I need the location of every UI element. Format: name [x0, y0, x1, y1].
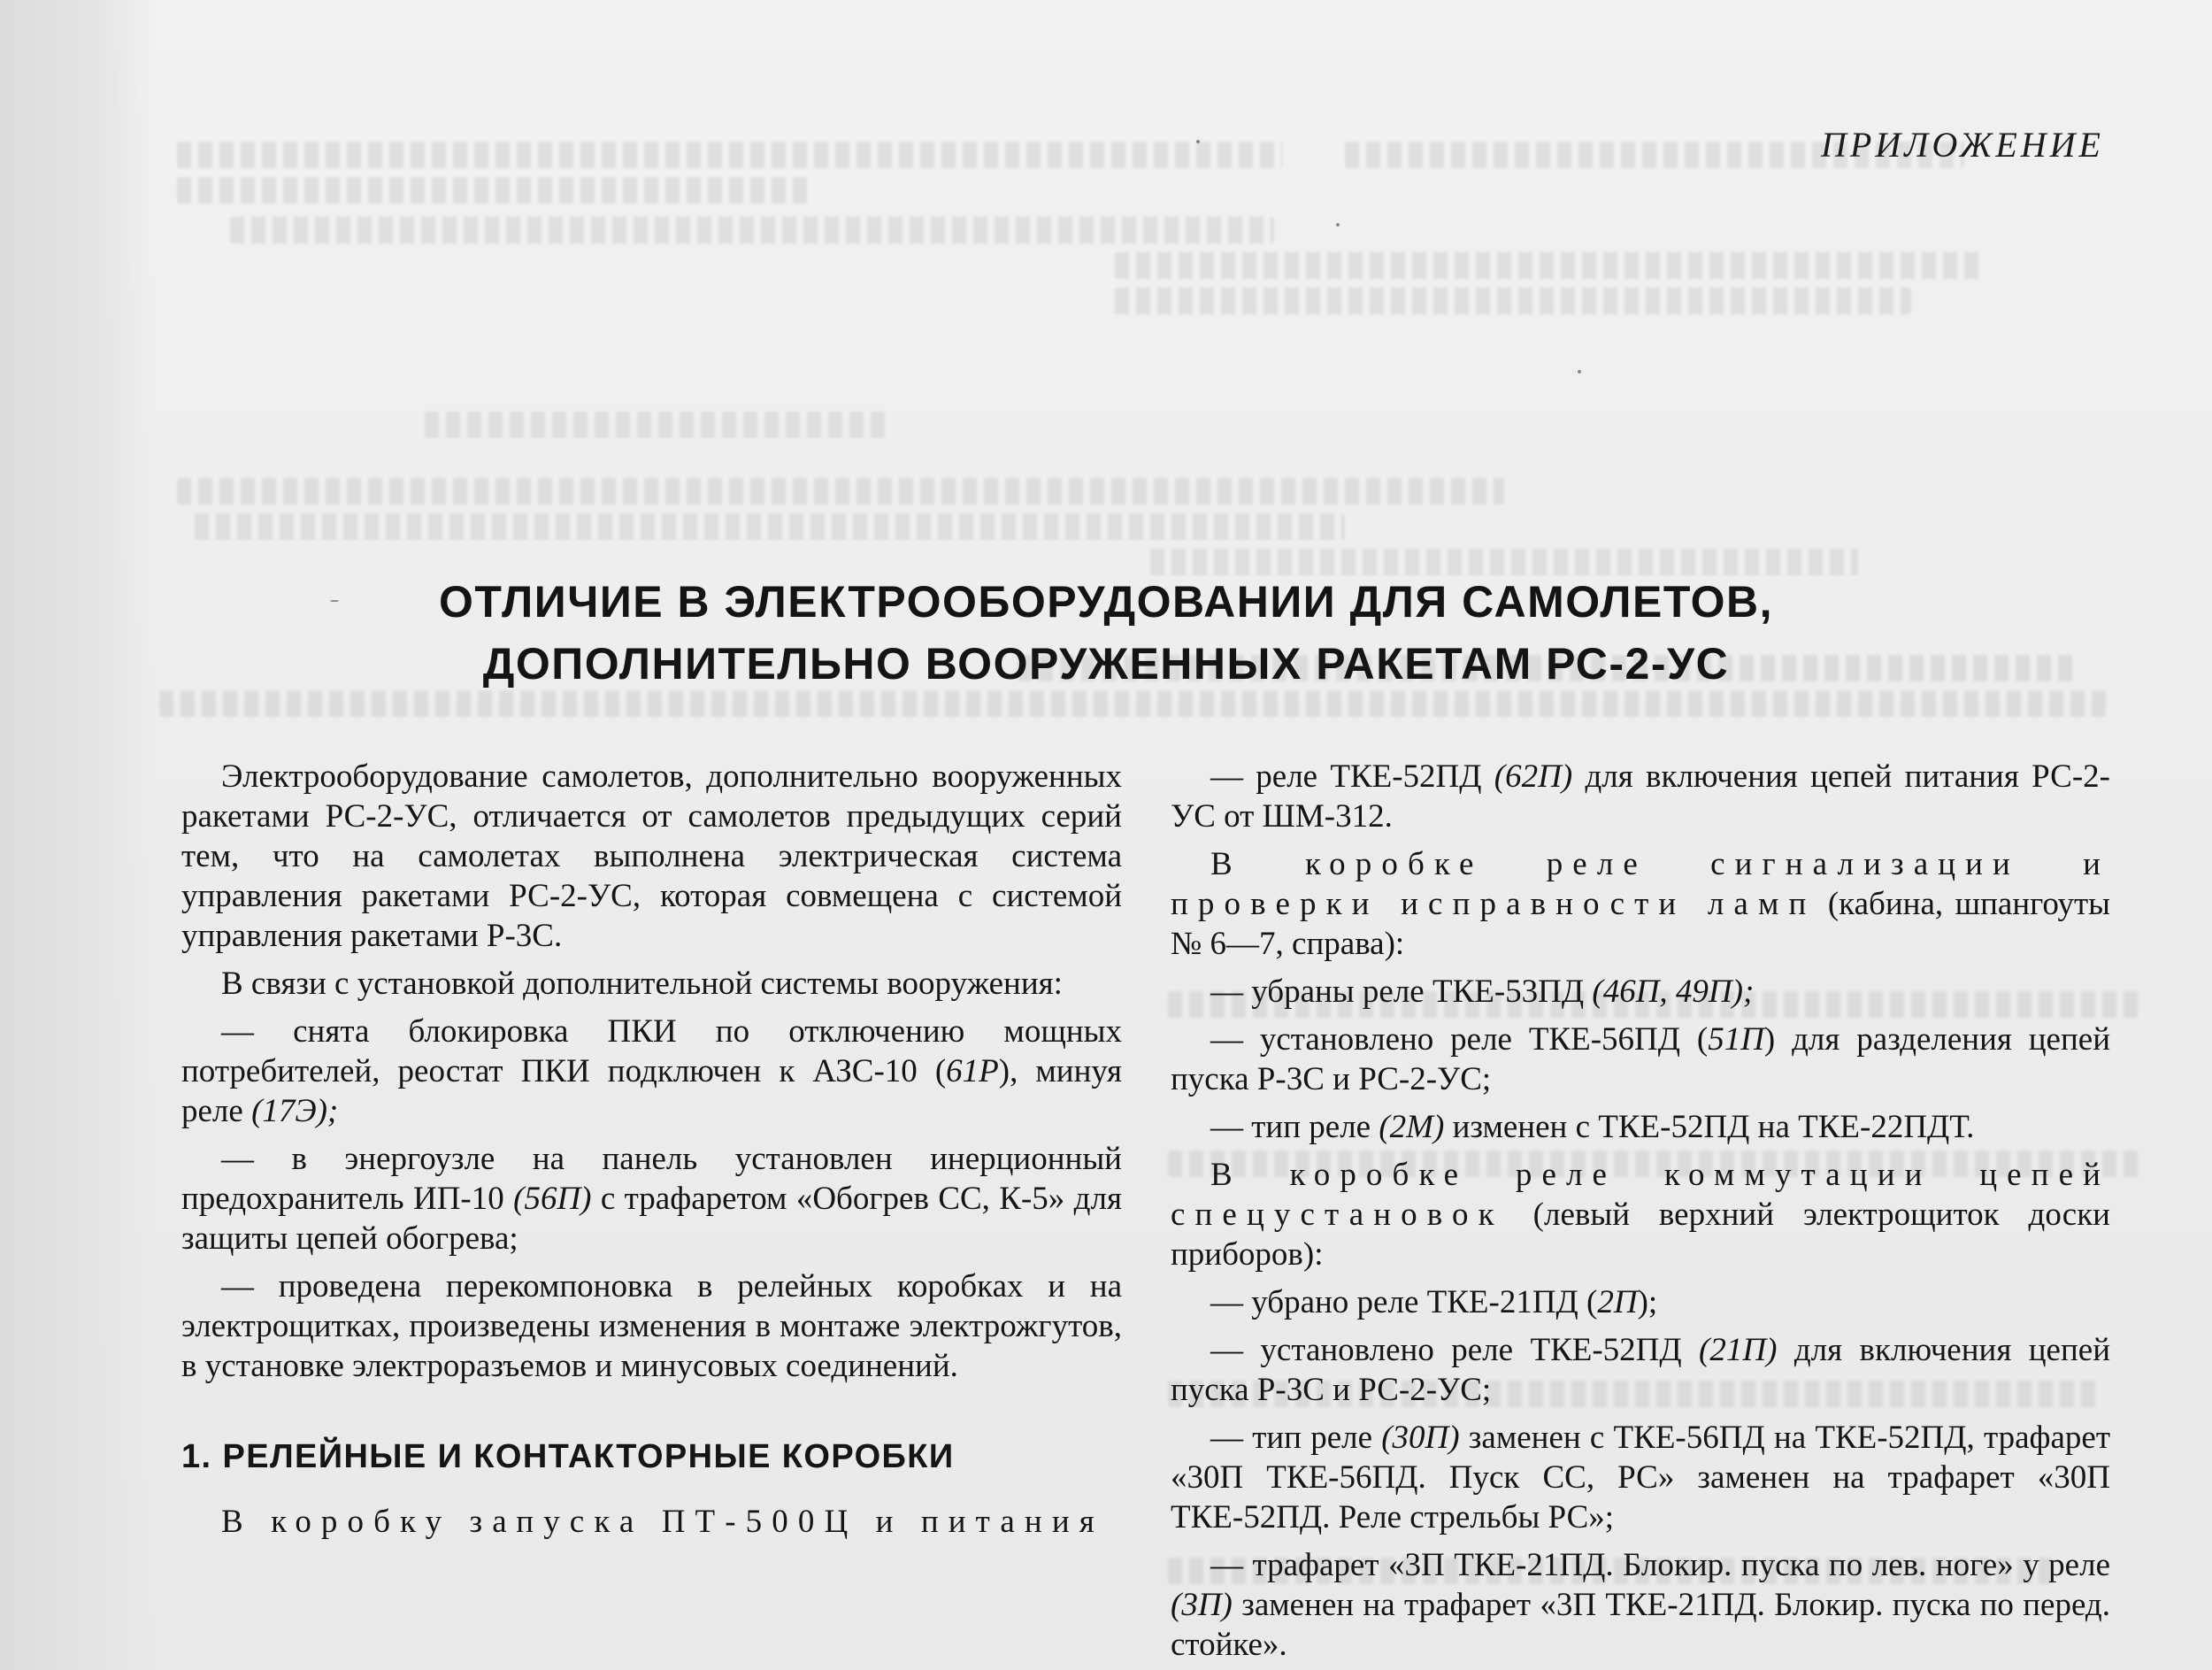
list-item-relays-removed: — убраны реле ТКЕ-53ПД (46П, 49П);: [1210, 974, 1755, 1010]
list-item-relay-2p: — убрано реле ТКЕ-21ПД (2П);: [1210, 1284, 1658, 1320]
list-item-fuse: — в энергоузле на панель установлен инерционный предохранитель ИП-10 (56П) с трафаретом «Обогрев СС, К-5» для защиты цепей обогрева;: [181, 1141, 1122, 1257]
list-item-relay-2m: — тип реле (2М) изменен с ТКЕ-52ПД на ТКЕ-22ПДТ.: [1210, 1109, 1975, 1145]
list-item-relay-62p: — реле ТКЕ-52ПД (62П) для включения цепей питания РС-2-УС от ШМ-312.: [1171, 758, 2110, 835]
title-line-2: ДОПОЛНИТЕЛЬНО ВООРУЖЕННЫХ РАКЕТАМ РС-2-УС: [482, 639, 1730, 689]
list-item-rearrangement: — проведена перекомпоновка в релейных коробках и на электрощитках, произведены изменения в монтаже электрожгутов, в установке электроразъемов и минусовых соединений.: [181, 1268, 1122, 1384]
section-label: ПРИЛОЖЕНИЕ: [1821, 125, 2104, 165]
title-line-1: ОТЛИЧИЕ В ЭЛЕКТРООБОРУДОВАНИИ ДЛЯ САМОЛЕТОВ,: [438, 577, 1774, 627]
right-column: [1171, 757, 2110, 1670]
section-heading: 1. РЕЛЕЙНЫЕ И КОНТАКТОРНЫЕ КОРОБКИ: [181, 1438, 955, 1475]
list-item-relay-30p: — тип реле (30П) заменен с ТКЕ-56ПД на ТКЕ-52ПД, трафарет «30П ТКЕ-56ПД. Пуск СС, РС» заменен на трафарет «30П ТКЕ-52ПД. Реле стрельбы РС»;: [1171, 1420, 2110, 1535]
left-column: [181, 757, 1122, 1550]
paragraph-commutation-box: В коробке реле коммутации цепей спецустановок (левый верхний электрощиток доски приборов):: [1171, 1157, 2110, 1273]
paragraph-armament-intro: В связи с установкой дополнительной системы вооружения:: [221, 966, 1063, 1002]
paragraph-start-box: В коробку запуска ПТ-500Ц и питания: [221, 1504, 1104, 1540]
list-item-stencil-3p: — трафарет «3П ТКЕ-21ПД. Блокир. пуска по лев. ноге» у реле (3П) заменен на трафарет «3П ТКЕ-21ПД. Блокир. пуска по перед. стойке».: [1171, 1547, 2110, 1663]
page-title: [0, 571, 2212, 695]
list-item-relay-51p: — установлено реле ТКЕ-56ПД (51П) для разделения цепей пуска Р-3С и РС-2-УС;: [1171, 1021, 2111, 1097]
paragraph-intro: Электрооборудование самолетов, дополнительно вооруженных ракетами РС-2-УС, отличается от самолетов предыдущих серий тем, что на самолетах выполнена электрическая система управления ракетами РС-2-УС, которая совмещена с системой управления ракетами Р-3С.: [181, 758, 1122, 954]
paragraph-signal-box: В коробке реле сигнализации и проверки исправности ламп (кабина, шпангоуты № 6—7, справа):: [1171, 846, 2110, 962]
list-item-pki: — снята блокировка ПКИ по отключению мощных потребителей, реостат ПКИ подключен к АЗС-10 (61Р), минуя реле (17Э);: [181, 1013, 1122, 1129]
list-item-relay-21p: — установлено реле ТКЕ-52ПД (21П) для включения цепей пуска Р-3С и РС-2-УС;: [1171, 1332, 2110, 1408]
